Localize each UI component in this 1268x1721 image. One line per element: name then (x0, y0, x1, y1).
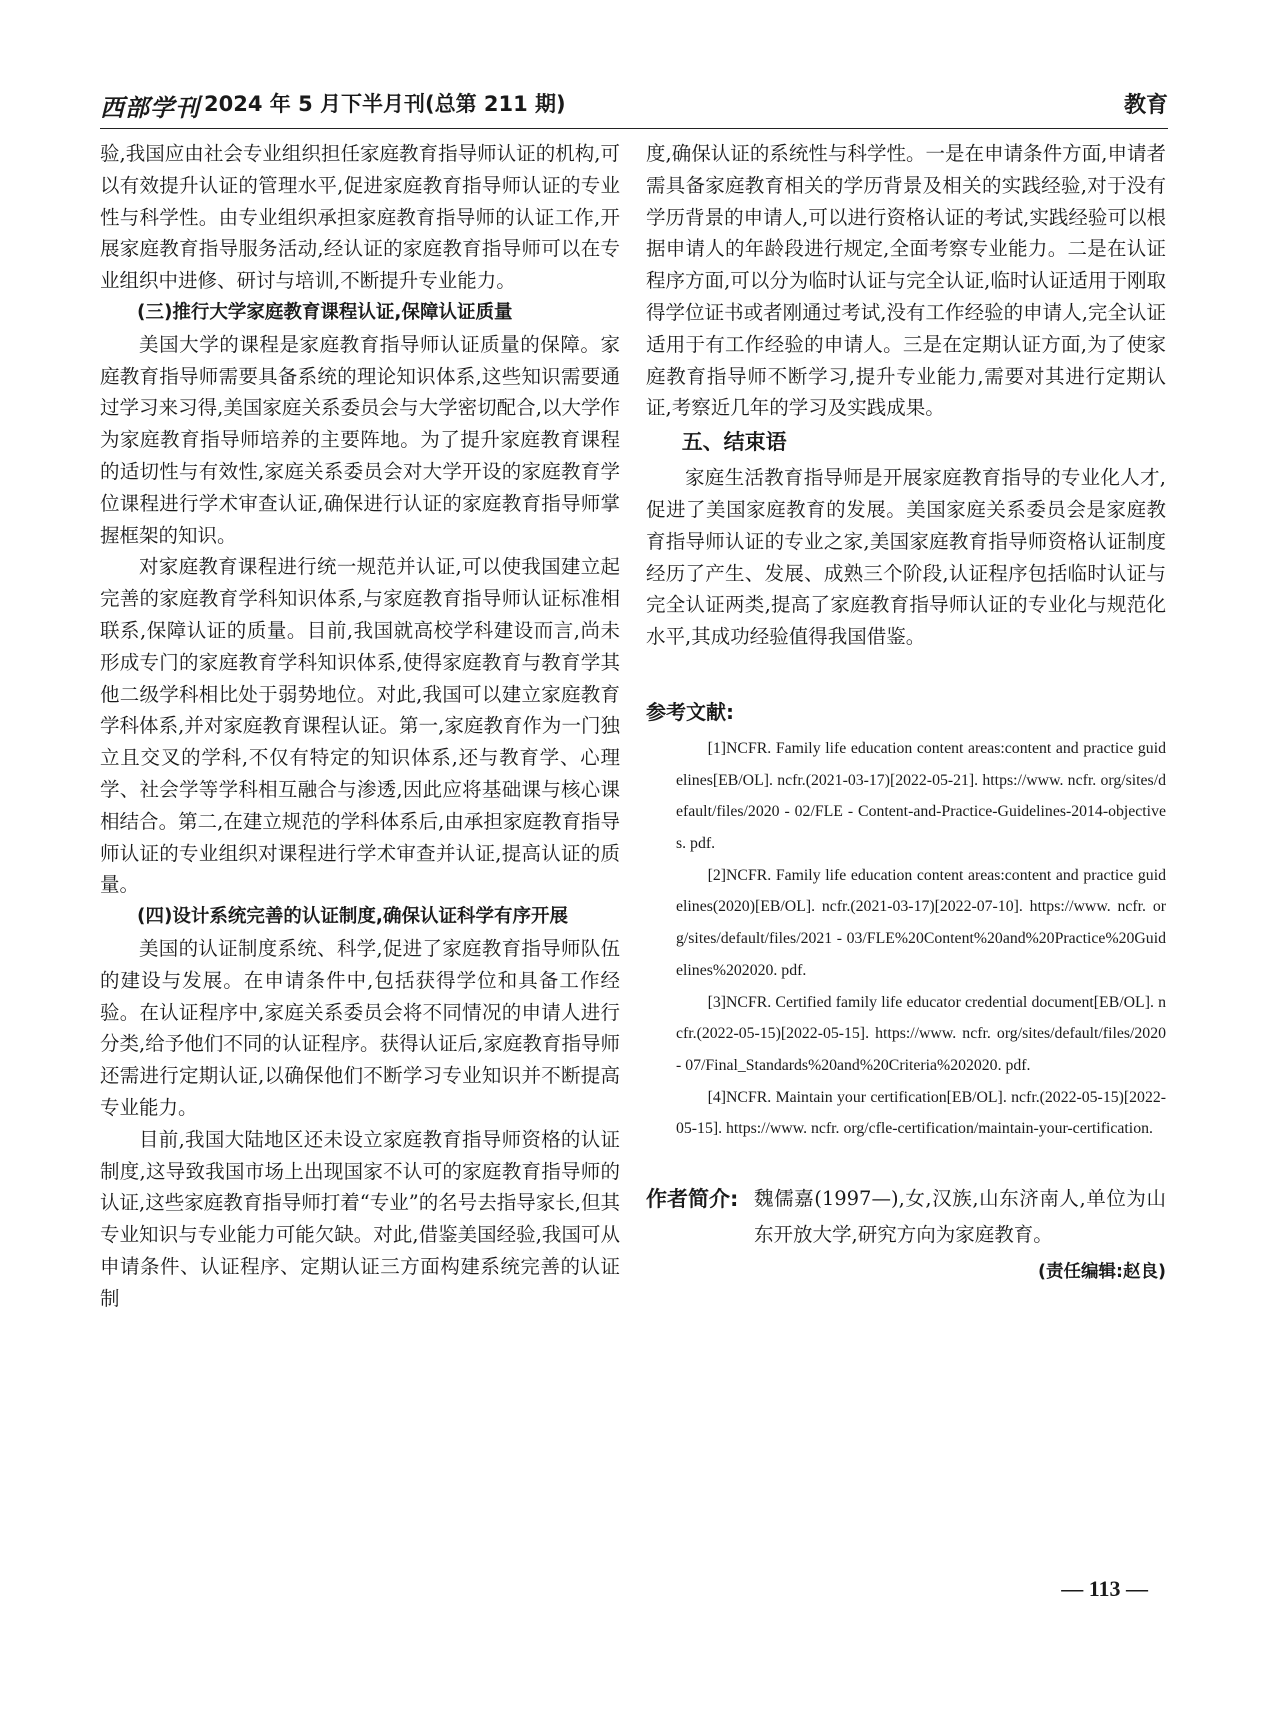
editor-note: (责任编辑:赵良) (1038, 1262, 1166, 1283)
left-column (100, 138, 620, 1314)
right-body (646, 138, 1166, 653)
reference-item: [2]NCFR. Family life education content areas:content and practice guidelines(2020)[EB/OL]. ncfr.(2021-03-17)[2022-07-10]. https://www. ncfr. org/sites/default/files/2021 - 03/FLE%20Content%20and%20Practice%20Guidelines%202020. pdf. (676, 866, 1166, 979)
header-rule (100, 128, 1168, 129)
paragraph: 美国大学的课程是家庭教育指导师认证质量的保障。家庭教育指导师需要具备系统的理论知识体系,这些知识需要通过学习来习得,美国家庭关系委员会与大学密切配合,以大学作为家庭教育指导师培养的主要阵地。为了提升家庭教育课程的适切性与有效性,家庭关系委员会对大学开设的家庭教育学位课程进行学术审查认证,确保进行认证的家庭教育指导师掌握框架的知识。 (100, 332, 620, 547)
paragraph: 度,确保认证的系统性与科学性。一是在申请条件方面,申请者需具备家庭教育相关的学历背景及相关的实践经验,对于没有学历背景的申请人,可以进行资格认证的考试,实践经验可以根据申请人的年龄段进行规定,全面考察专业能力。二是在认证程序方面,可以分为临时认证与完全认证,临时认证适用于刚取得学位证书或者刚通过考试,没有工作经验的申请人,完全认证适用于有工作经验的申请人。三是在定期认证方面,为了使家庭教育指导师不断学习,提升专业能力,需要对其进行定期认证,考察近几年的学习及实践成果。 (646, 142, 1166, 420)
author-text: 魏儒嘉(1997—),女,汉族,山东济南人,单位为山东开放大学,研究方向为家庭教育。 (754, 1187, 1166, 1247)
paragraph: 验,我国应由社会专业组织担任家庭教育指导师认证的机构,可以有效提升认证的管理水平,促进家庭教育指导师认证的专业性与科学性。由专业组织承担家庭教育指导师的认证工作,开展家庭教育指导服务活动,经认证的家庭教育指导师可以在专业组织中进修、研讨与培训,不断提升专业能力。 (100, 142, 620, 293)
author-info (646, 1181, 1166, 1253)
section-heading: (四)设计系统完善的认证制度,确保认证科学有序开展 (137, 906, 568, 928)
paragraph: 美国的认证制度系统、科学,促进了家庭教育指导师队伍的建设与发展。在申请条件中,包括获得学位和具备工作经验。在认证程序中,家庭关系委员会将不同情况的申请人进行分类,给予他们不同的认证程序。获得认证后,家庭教育指导师还需进行定期认证,以确保他们不断学习专业知识并不断提高专业能力。 (100, 936, 620, 1119)
chapter-heading: 五、结束语 (681, 430, 787, 455)
reference-item: [4]NCFR. Maintain your certification[EB/OL]. ncfr.(2022-05-15)[2022-05-15]. https://www. ncfr. org/cfle-certification/maintain-your-certification. (676, 1088, 1166, 1138)
paragraph: 家庭生活教育指导师是开展家庭教育指导的专业化人才,促进了美国家庭教育的发展。美国家庭关系委员会是家庭教育指导师认证的专业之家,美国家庭教育指导师资格认证制度经历了产生、发展、成熟三个阶段,认证程序包括临时认证与完全认证两类,提高了家庭教育指导师认证的专业化与规范化水平,其成功经验值得我国借鉴。 (646, 466, 1166, 649)
right-column (646, 138, 1166, 1287)
reference-item: [1]NCFR. Family life education content areas:content and practice guidelines[EB/OL]. ncfr.(2021-03-17)[2022-05-21]. https://www. ncfr. org/sites/default/files/2020 - 02/FLE - Content-and-Practice-Guidelines-2014-objectives. pdf. (676, 739, 1166, 853)
page-number: — 113 — (1061, 1576, 1148, 1601)
references-title: 参考文献: (646, 699, 734, 724)
references-list (646, 733, 1166, 1145)
page-header (100, 86, 1168, 126)
author-label: 作者简介: (646, 1187, 739, 1212)
section-tag: 教育 (1123, 93, 1168, 118)
paragraph: 对家庭教育课程进行统一规范并认证,可以使我国建立起完善的家庭教育学科知识体系,与家庭教育指导师认证标准相联系,保障认证的质量。目前,我国就高校学科建设而言,尚未形成专门的家庭教育学科知识体系,使得家庭教育与教育学其他二级学科相比处于弱势地位。对此,我国可以建立家庭教育学科体系,并对家庭教育课程认证。第一,家庭教育作为一门独立且交叉的学科,不仅有特定的知识体系,还与教育学、心理学、社会学等学科相互融合与渗透,因此应将基础课与核心课相结合。第二,在建立规范的学科体系后,由承担家庭教育指导师认证的专业组织对课程进行学术审查并认证,提高认证的质量。 (100, 555, 620, 897)
section-heading: (三)推行大学家庭教育课程认证,保障认证质量 (137, 301, 513, 323)
issue-info: 2024 年 5 月下半月刊(总第 211 期) (204, 92, 566, 116)
paragraph: 目前,我国大陆地区还未设立家庭教育指导师资格的认证制度,这导致我国市场上出现国家不认可的家庭教育指导师的认证,这些家庭教育指导师打着“专业”的名号去指导家长,但其专业知识与专业能力可能欠缺。对此,借鉴美国经验,我国可从申请条件、认证程序、定期认证三方面构建系统完善的认证制 (100, 1127, 620, 1310)
journal-logo: 西部学刊 (100, 93, 200, 122)
reference-item: [3]NCFR. Certified family life educator credential document[EB/OL]. ncfr.(2022-05-15)[2022-05-15]. https://www. ncfr. org/sites/default/files/2020 - 07/Final_Standards%20and%20Criteria%202020. pdf. (676, 993, 1166, 1074)
